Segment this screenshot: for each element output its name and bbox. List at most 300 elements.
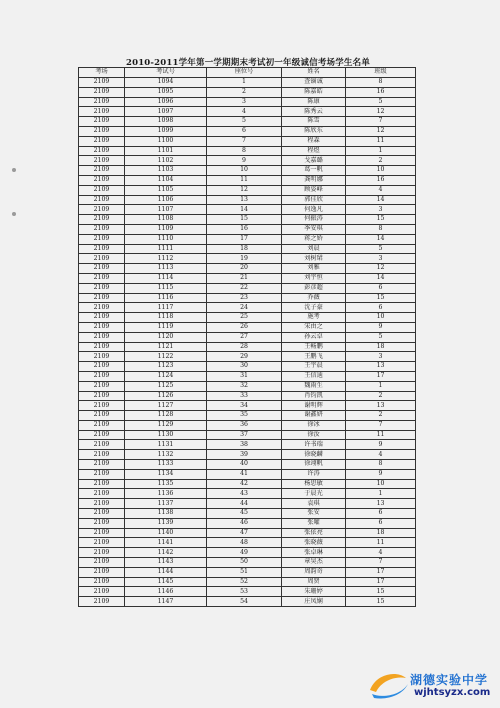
table-row <box>79 264 416 274</box>
table-row <box>79 146 416 156</box>
table-header-row <box>79 68 416 78</box>
student-name-cell: 王信迪 <box>282 371 346 381</box>
seat-cell: 44 <box>207 499 282 509</box>
seat-cell: 27 <box>207 332 282 342</box>
table-row <box>79 352 416 362</box>
exam-number-cell: 1121 <box>125 342 207 352</box>
table-row <box>79 195 416 205</box>
exam-number-cell: 1145 <box>125 577 207 587</box>
exam-number-cell: 1136 <box>125 489 207 499</box>
seat-cell: 5 <box>207 117 282 127</box>
exam-number-cell: 1114 <box>125 273 207 283</box>
class-cell: 9 <box>346 322 416 332</box>
seat-cell: 50 <box>207 558 282 568</box>
exam-number-cell: 1095 <box>125 87 207 97</box>
class-cell: 13 <box>346 362 416 372</box>
exam-number-cell: 1140 <box>125 528 207 538</box>
seat-cell: 48 <box>207 538 282 548</box>
exam-number-cell: 1138 <box>125 509 207 519</box>
seat-cell: 30 <box>207 362 282 372</box>
seat-cell: 51 <box>207 567 282 577</box>
student-name-cell: 何振涛 <box>282 215 346 225</box>
student-name-cell: 孙云卓 <box>282 332 346 342</box>
table-row <box>79 156 416 166</box>
table-row <box>79 322 416 332</box>
class-cell: 13 <box>346 401 416 411</box>
exam-number-cell: 1096 <box>125 97 207 107</box>
table-row <box>79 175 416 185</box>
exam-number-cell: 1129 <box>125 420 207 430</box>
student-name-cell: 施考 <box>282 313 346 323</box>
exam-number-cell: 1127 <box>125 401 207 411</box>
class-cell: 5 <box>346 97 416 107</box>
class-cell: 10 <box>346 479 416 489</box>
seat-cell: 3 <box>207 97 282 107</box>
class-cell: 1 <box>346 146 416 156</box>
room-cell: 2109 <box>79 362 125 372</box>
seat-cell: 4 <box>207 107 282 117</box>
student-name-cell: 王鹏飞 <box>282 352 346 362</box>
seat-cell: 33 <box>207 391 282 401</box>
table-row <box>79 489 416 499</box>
student-name-cell: 谢明辉 <box>282 401 346 411</box>
student-name-cell: 程森 <box>282 136 346 146</box>
class-cell: 15 <box>346 597 416 607</box>
room-cell: 2109 <box>79 411 125 421</box>
class-cell: 17 <box>346 371 416 381</box>
class-cell: 11 <box>346 430 416 440</box>
punch-hole <box>12 212 16 216</box>
table-row <box>79 587 416 597</box>
room-cell: 2109 <box>79 136 125 146</box>
seat-cell: 46 <box>207 518 282 528</box>
room-cell: 2109 <box>79 499 125 509</box>
table-row <box>79 303 416 313</box>
class-cell: 1 <box>346 381 416 391</box>
room-cell: 2109 <box>79 381 125 391</box>
column-header-room: 考场 <box>79 68 125 78</box>
seat-cell: 32 <box>207 381 282 391</box>
student-name-cell: 周贤 <box>282 577 346 587</box>
exam-number-cell: 1107 <box>125 205 207 215</box>
table-row <box>79 254 416 264</box>
student-name-cell: 周韵奇 <box>282 567 346 577</box>
room-cell: 2109 <box>79 244 125 254</box>
room-cell: 2109 <box>79 587 125 597</box>
exam-number-cell: 1108 <box>125 215 207 225</box>
student-name-cell: 许书瑞 <box>282 440 346 450</box>
table-row <box>79 215 416 225</box>
punch-hole <box>12 168 16 172</box>
room-cell: 2109 <box>79 303 125 313</box>
table-row <box>79 460 416 470</box>
seat-cell: 16 <box>207 224 282 234</box>
room-cell: 2109 <box>79 567 125 577</box>
seat-cell: 39 <box>207 450 282 460</box>
student-name-cell: 徐汝 <box>282 430 346 440</box>
room-cell: 2109 <box>79 538 125 548</box>
student-name-cell: 袁琪 <box>282 499 346 509</box>
table-row <box>79 205 416 215</box>
exam-number-cell: 1120 <box>125 332 207 342</box>
seat-cell: 41 <box>207 469 282 479</box>
seat-cell: 38 <box>207 440 282 450</box>
exam-number-cell: 1104 <box>125 175 207 185</box>
seat-cell: 40 <box>207 460 282 470</box>
room-cell: 2109 <box>79 450 125 460</box>
seat-cell: 8 <box>207 146 282 156</box>
student-name-cell: 张依亮 <box>282 528 346 538</box>
table-row <box>79 450 416 460</box>
table-row <box>79 273 416 283</box>
class-cell: 15 <box>346 587 416 597</box>
seat-cell: 10 <box>207 166 282 176</box>
exam-number-cell: 1115 <box>125 283 207 293</box>
class-cell: 8 <box>346 78 416 88</box>
class-cell: 15 <box>346 293 416 303</box>
room-cell: 2109 <box>79 205 125 215</box>
student-name-cell: 何逸凡 <box>282 205 346 215</box>
table-row <box>79 440 416 450</box>
document-title: 2010-2011学年第一学期期末考试初一年级诚信考场学生名单 <box>125 58 371 68</box>
seat-cell: 6 <box>207 126 282 136</box>
room-cell: 2109 <box>79 78 125 88</box>
exam-number-cell: 1118 <box>125 313 207 323</box>
student-name-cell: 沈子豪 <box>282 303 346 313</box>
exam-number-cell: 1100 <box>125 136 207 146</box>
seat-cell: 14 <box>207 205 282 215</box>
table-row <box>79 185 416 195</box>
class-cell: 13 <box>346 499 416 509</box>
class-cell: 5 <box>346 244 416 254</box>
exam-number-cell: 1109 <box>125 224 207 234</box>
exam-number-cell: 1147 <box>125 597 207 607</box>
table-row <box>79 479 416 489</box>
class-cell: 16 <box>346 175 416 185</box>
seat-cell: 49 <box>207 548 282 558</box>
column-header-exam-number: 考试号 <box>125 68 207 78</box>
room-cell: 2109 <box>79 420 125 430</box>
school-watermark-logo <box>364 666 496 704</box>
exam-number-cell: 1143 <box>125 558 207 568</box>
seat-cell: 11 <box>207 175 282 185</box>
class-cell: 2 <box>346 156 416 166</box>
student-name-cell: 郭佳欣 <box>282 195 346 205</box>
room-cell: 2109 <box>79 391 125 401</box>
student-name-cell: 刘宇恒 <box>282 273 346 283</box>
exam-number-cell: 1113 <box>125 264 207 274</box>
class-cell: 18 <box>346 342 416 352</box>
exam-number-cell: 1128 <box>125 411 207 421</box>
exam-number-cell: 1144 <box>125 567 207 577</box>
exam-number-cell: 1123 <box>125 362 207 372</box>
class-cell: 16 <box>346 87 416 97</box>
student-roster-table <box>78 67 416 607</box>
student-name-cell: 顾姿峰 <box>282 185 346 195</box>
seat-cell: 24 <box>207 303 282 313</box>
table-row <box>79 391 416 401</box>
student-name-cell: 陈欣东 <box>282 126 346 136</box>
table-row <box>79 411 416 421</box>
class-cell: 17 <box>346 567 416 577</box>
seat-cell: 13 <box>207 195 282 205</box>
exam-number-cell: 1131 <box>125 440 207 450</box>
room-cell: 2109 <box>79 283 125 293</box>
seat-cell: 45 <box>207 509 282 519</box>
table-row <box>79 469 416 479</box>
exam-number-cell: 1134 <box>125 469 207 479</box>
room-cell: 2109 <box>79 97 125 107</box>
class-cell: 4 <box>346 548 416 558</box>
student-name-cell: 葛一帆 <box>282 166 346 176</box>
class-cell: 14 <box>346 273 416 283</box>
exam-number-cell: 1122 <box>125 352 207 362</box>
room-cell: 2109 <box>79 577 125 587</box>
seat-cell: 2 <box>207 87 282 97</box>
seat-cell: 42 <box>207 479 282 489</box>
table-row <box>79 234 416 244</box>
student-name-cell: 张卓琳 <box>282 548 346 558</box>
class-cell: 15 <box>346 215 416 225</box>
class-cell: 2 <box>346 411 416 421</box>
seat-cell: 53 <box>207 587 282 597</box>
class-cell: 17 <box>346 577 416 587</box>
room-cell: 2109 <box>79 352 125 362</box>
exam-number-cell: 1112 <box>125 254 207 264</box>
table-row <box>79 224 416 234</box>
exam-number-cell: 1102 <box>125 156 207 166</box>
class-cell: 5 <box>346 332 416 342</box>
table-row <box>79 430 416 440</box>
seat-cell: 7 <box>207 136 282 146</box>
student-name-cell: 季安琪 <box>282 224 346 234</box>
room-cell: 2109 <box>79 342 125 352</box>
exam-number-cell: 1135 <box>125 479 207 489</box>
room-cell: 2109 <box>79 185 125 195</box>
student-name-cell: 张曜 <box>282 518 346 528</box>
room-cell: 2109 <box>79 332 125 342</box>
table-row <box>79 528 416 538</box>
table-row <box>79 577 416 587</box>
table-row <box>79 567 416 577</box>
exam-number-cell: 1116 <box>125 293 207 303</box>
room-cell: 2109 <box>79 166 125 176</box>
table-row <box>79 332 416 342</box>
student-name-cell: 刘雅 <box>282 264 346 274</box>
exam-number-cell: 1130 <box>125 430 207 440</box>
student-name-cell: 章昊杰 <box>282 558 346 568</box>
student-name-cell: 张晓薇 <box>282 538 346 548</box>
room-cell: 2109 <box>79 469 125 479</box>
seat-cell: 54 <box>207 597 282 607</box>
student-name-cell: 宋由之 <box>282 322 346 332</box>
class-cell: 4 <box>346 185 416 195</box>
seat-cell: 15 <box>207 215 282 225</box>
student-name-cell: 查镝诚 <box>282 78 346 88</box>
exam-number-cell: 1110 <box>125 234 207 244</box>
class-cell: 8 <box>346 460 416 470</box>
room-cell: 2109 <box>79 175 125 185</box>
student-name-cell: 彭彦超 <box>282 283 346 293</box>
column-header-name: 姓名 <box>282 68 346 78</box>
room-cell: 2109 <box>79 371 125 381</box>
seat-cell: 28 <box>207 342 282 352</box>
table-row <box>79 117 416 127</box>
table-row <box>79 136 416 146</box>
student-name-cell: 陈雪 <box>282 117 346 127</box>
exam-number-cell: 1141 <box>125 538 207 548</box>
student-name-cell: 徐晓麟 <box>282 450 346 460</box>
seat-cell: 34 <box>207 401 282 411</box>
class-cell: 8 <box>346 224 416 234</box>
student-name-cell: 魏雨生 <box>282 381 346 391</box>
exam-number-cell: 1137 <box>125 499 207 509</box>
student-name-cell: 龚明娜 <box>282 175 346 185</box>
student-name-cell: 王畅鹏 <box>282 342 346 352</box>
table-row <box>79 538 416 548</box>
room-cell: 2109 <box>79 401 125 411</box>
student-name-cell: 于晨光 <box>282 489 346 499</box>
room-cell: 2109 <box>79 264 125 274</box>
class-cell: 12 <box>346 264 416 274</box>
student-name-cell: 刘晨 <box>282 244 346 254</box>
table-row <box>79 293 416 303</box>
exam-number-cell: 1097 <box>125 107 207 117</box>
table-row <box>79 107 416 117</box>
room-cell: 2109 <box>79 597 125 607</box>
table-row <box>79 166 416 176</box>
room-cell: 2109 <box>79 558 125 568</box>
table-row <box>79 342 416 352</box>
table-row <box>79 548 416 558</box>
seat-cell: 25 <box>207 313 282 323</box>
student-name-cell: 陈秀云 <box>282 107 346 117</box>
exam-number-cell: 1098 <box>125 117 207 127</box>
room-cell: 2109 <box>79 156 125 166</box>
exam-number-cell: 1132 <box>125 450 207 460</box>
table-row <box>79 597 416 607</box>
seat-cell: 1 <box>207 78 282 88</box>
watermark-school-name: 湖德实验中学 <box>410 673 489 687</box>
class-cell: 10 <box>346 166 416 176</box>
student-name-cell: 张安 <box>282 509 346 519</box>
room-cell: 2109 <box>79 460 125 470</box>
swirl-logo-icon <box>366 668 410 702</box>
room-cell: 2109 <box>79 528 125 538</box>
class-cell: 14 <box>346 234 416 244</box>
seat-cell: 26 <box>207 322 282 332</box>
seat-cell: 31 <box>207 371 282 381</box>
class-cell: 3 <box>346 205 416 215</box>
exam-number-cell: 1105 <box>125 185 207 195</box>
seat-cell: 22 <box>207 283 282 293</box>
table-row <box>79 283 416 293</box>
table-row <box>79 558 416 568</box>
student-name-cell: 蒋之娇 <box>282 234 346 244</box>
exam-number-cell: 1125 <box>125 381 207 391</box>
class-cell: 6 <box>346 518 416 528</box>
student-name-cell: 程煜 <box>282 146 346 156</box>
room-cell: 2109 <box>79 489 125 499</box>
room-cell: 2109 <box>79 146 125 156</box>
exam-number-cell: 1146 <box>125 587 207 597</box>
table-row <box>79 78 416 88</box>
class-cell: 11 <box>346 136 416 146</box>
class-cell: 11 <box>346 538 416 548</box>
table-row <box>79 509 416 519</box>
student-name-cell: 谢鑫妍 <box>282 411 346 421</box>
room-cell: 2109 <box>79 313 125 323</box>
exam-number-cell: 1126 <box>125 391 207 401</box>
column-header-seat: 座位号 <box>207 68 282 78</box>
room-cell: 2109 <box>79 322 125 332</box>
room-cell: 2109 <box>79 273 125 283</box>
student-name-cell: 庄凤娴 <box>282 597 346 607</box>
class-cell: 7 <box>346 558 416 568</box>
exam-number-cell: 1124 <box>125 371 207 381</box>
exam-number-cell: 1106 <box>125 195 207 205</box>
table-row <box>79 420 416 430</box>
class-cell: 6 <box>346 509 416 519</box>
class-cell: 6 <box>346 303 416 313</box>
student-name-cell: 陈嘉皓 <box>282 87 346 97</box>
class-cell: 3 <box>346 352 416 362</box>
room-cell: 2109 <box>79 254 125 264</box>
exam-number-cell: 1099 <box>125 126 207 136</box>
room-cell: 2109 <box>79 440 125 450</box>
student-name-cell: 陈康 <box>282 97 346 107</box>
room-cell: 2109 <box>79 107 125 117</box>
exam-number-cell: 1094 <box>125 78 207 88</box>
seat-cell: 19 <box>207 254 282 264</box>
student-name-cell: 徐冰 <box>282 420 346 430</box>
student-name-cell: 杨思敏 <box>282 479 346 489</box>
seat-cell: 29 <box>207 352 282 362</box>
student-name-cell: 徐翊帆 <box>282 460 346 470</box>
table-row <box>79 499 416 509</box>
room-cell: 2109 <box>79 87 125 97</box>
class-cell: 6 <box>346 283 416 293</box>
column-header-class: 班级 <box>346 68 416 78</box>
room-cell: 2109 <box>79 518 125 528</box>
class-cell: 4 <box>346 450 416 460</box>
student-name-cell: 许涛 <box>282 469 346 479</box>
seat-cell: 52 <box>207 577 282 587</box>
room-cell: 2109 <box>79 234 125 244</box>
exam-number-cell: 1111 <box>125 244 207 254</box>
student-name-cell: 王宇晨 <box>282 362 346 372</box>
class-cell: 3 <box>346 254 416 264</box>
exam-number-cell: 1133 <box>125 460 207 470</box>
seat-cell: 37 <box>207 430 282 440</box>
seat-cell: 23 <box>207 293 282 303</box>
table-row <box>79 401 416 411</box>
class-cell: 7 <box>346 420 416 430</box>
seat-cell: 36 <box>207 420 282 430</box>
table-row <box>79 244 416 254</box>
table-row <box>79 87 416 97</box>
room-cell: 2109 <box>79 126 125 136</box>
student-name-cell: 刘树珺 <box>282 254 346 264</box>
room-cell: 2109 <box>79 509 125 519</box>
table-row <box>79 313 416 323</box>
class-cell: 10 <box>346 313 416 323</box>
room-cell: 2109 <box>79 224 125 234</box>
class-cell: 1 <box>346 489 416 499</box>
table-row <box>79 371 416 381</box>
room-cell: 2109 <box>79 548 125 558</box>
exam-number-cell: 1117 <box>125 303 207 313</box>
